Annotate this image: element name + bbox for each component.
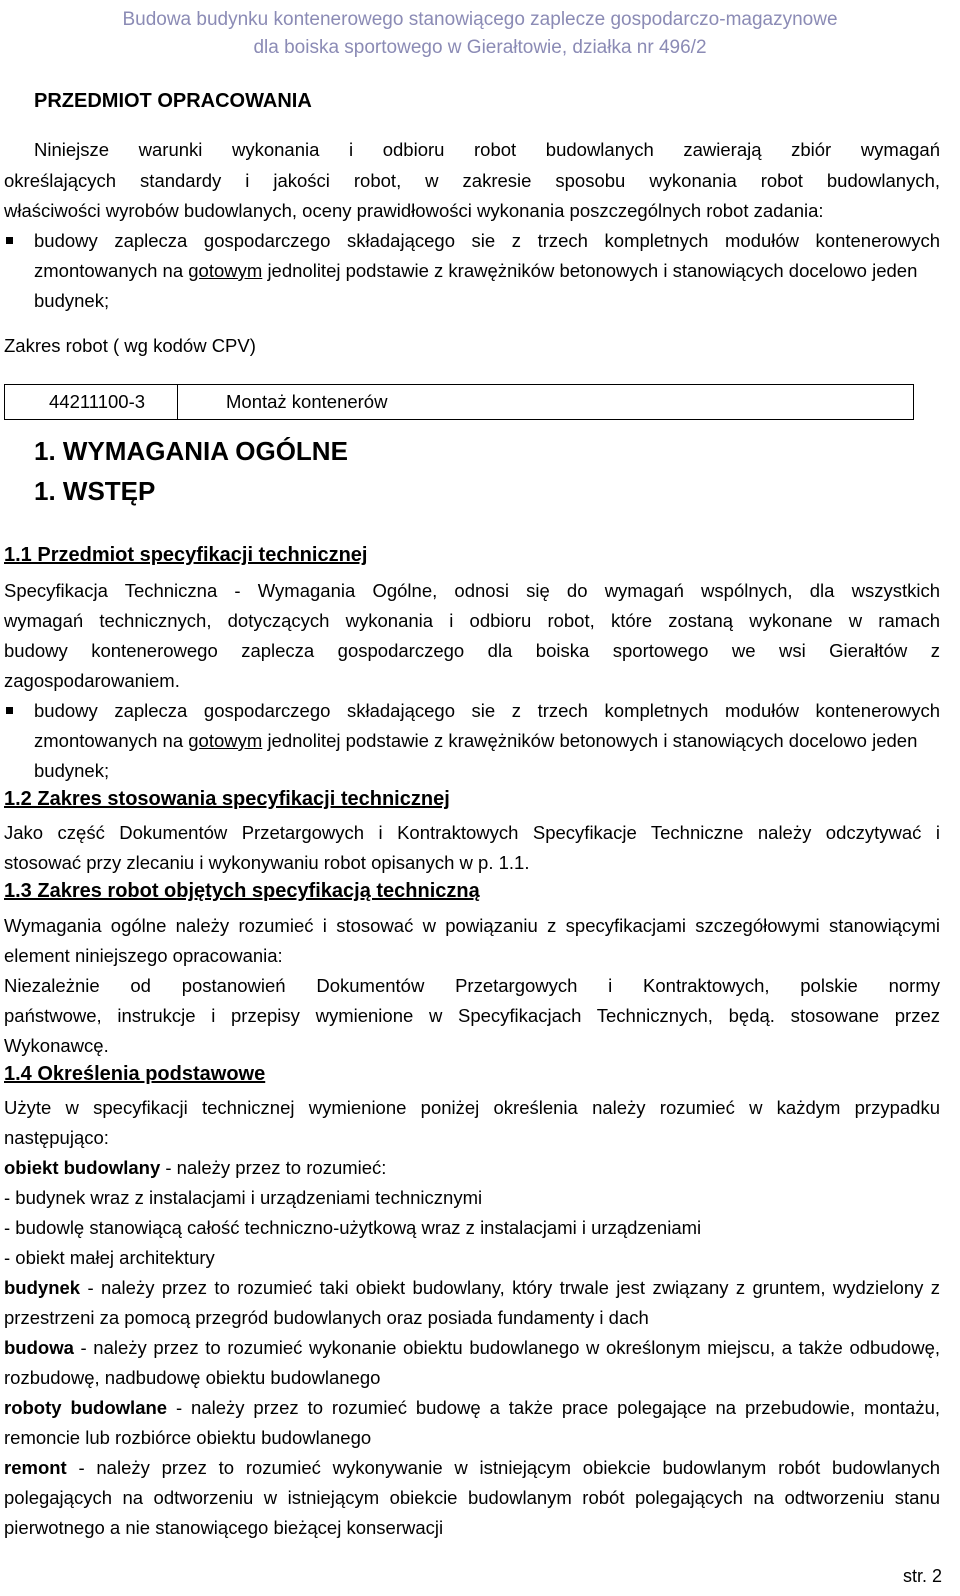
page-number: str. 2: [902, 1566, 942, 1586]
section-title: PRZEDMIOT OPRACOWANIA: [34, 90, 312, 112]
definition-term: roboty budowlane: [4, 1397, 168, 1418]
s11-line-4: zagospodarowaniem.: [4, 670, 180, 691]
s14-line-2: następująco:: [4, 1127, 109, 1148]
s12-line-2: stosować przy zlecaniu i wykonywaniu robot opisanych w p. 1.1.: [4, 852, 530, 873]
s11-line-1: Specyfikacja Techniczna - Wymagania Ogólne, odnosi się do wymagań wspólnych, dla wszystkich: [4, 580, 940, 601]
underlined-word: gotowym: [188, 730, 263, 751]
definition-budowa-cont: rozbudowę, nadbudowę obiektu budowlanego: [4, 1367, 381, 1388]
text-span: zmontowanych na: [34, 730, 184, 751]
cpv-code-cell: 44211100-3: [5, 385, 178, 419]
s12-line-1: Jako część Dokumentów Przetargowych i Kontraktowych Specyfikacje Techniczne należy odczytywać i: [4, 822, 940, 843]
s11-bullet-line-1: budowy zaplecza gospodarczego składającego sie z trzech kompletnych modułów kontenerowych: [34, 700, 940, 721]
cpv-description-cell: Montaż kontenerów: [226, 391, 388, 412]
definition-obiekt-budowlany: [4, 1155, 386, 1181]
running-header: [0, 6, 960, 62]
heading-1-2: 1.2 Zakres stosowania specyfikacji technicznej: [4, 788, 450, 810]
s13-line-5: Wykonawcę.: [4, 1035, 109, 1056]
definition-term: budynek: [4, 1277, 81, 1298]
s13-line-2: element niniejszego opracowania:: [4, 945, 283, 966]
bullet-marker: [6, 237, 13, 244]
definition-item: - budynek wraz z instalacjami i urządzeniami technicznymi: [4, 1187, 483, 1208]
s11-line-3: budowy kontenerowego zaplecza gospodarczego dla boiska sportowego we wsi Gierałtów z: [4, 640, 940, 661]
bullet-marker: [6, 707, 13, 714]
definition-term: obiekt budowlany: [4, 1157, 161, 1178]
definition-remont: [4, 1455, 940, 1481]
header-line-1: Budowa budynku kontenerowego stanowiącego zaplecze gospodarczo-magazynowe: [122, 9, 838, 30]
definition-text: - należy przez to rozumieć:: [160, 1157, 387, 1178]
s13-line-1: Wymagania ogólne należy rozumieć i stosować w powiązaniu z specyfikacjami szczegółowymi stanowiącymi: [4, 915, 940, 936]
heading-introduction: 1. WSTĘP: [34, 476, 156, 506]
heading-general-requirements: 1. WYMAGANIA OGÓLNE: [34, 436, 348, 466]
definition-term: budowa: [4, 1337, 74, 1358]
definition-remont-cont-2: pierwotnego a nie stanowiącego bieżącej konserwacji: [4, 1517, 444, 1538]
definition-remont-cont: polegających na odtworzeniu w istniejącym obiekcie budowlanym robót polegających na odtworzeniu stanu: [4, 1487, 940, 1508]
definition-text: - należy przez to rozumieć wykonanie obiektu budowlanego w określonym miejscu, a także odbudowę,: [73, 1337, 940, 1358]
cpv-table: [4, 384, 914, 420]
intro-line-1: Niniejsze warunki wykonania i odbioru robot budowlanych zawierają zbiór wymagań: [34, 139, 940, 160]
s14-line-1: Użyte w specyfikacji technicznej wymienione poniżej określenia należy rozumieć w każdym przypadku: [4, 1097, 940, 1118]
definition-item: - budowlę stanowiącą całość techniczno-użytkową wraz z instalacjami i urządzeniami: [4, 1217, 702, 1238]
definition-roboty-budowlane: [4, 1395, 940, 1421]
definition-budynek-cont: przestrzeni za pomocą przegród budowlanych oraz posiada fundamenty i dach: [4, 1307, 649, 1328]
text-span: jednolitej podstawie z krawężników betonowych i stanowiących docelowo jeden: [267, 260, 918, 281]
s11-line-2: wymagań technicznych, dotyczących wykonania i odbioru robot, które zostaną wykonane w ramach: [4, 610, 940, 631]
s11-bullet-line-3: budynek;: [34, 760, 110, 781]
text-span: jednolitej podstawie z krawężników betonowych i stanowiących docelowo jeden: [267, 730, 918, 751]
definition-text: - należy przez to rozumieć budowę a także prace polegające na przebudowie, montażu,: [167, 1397, 941, 1418]
definition-budowa: [4, 1335, 940, 1361]
intro-line-2: określających standardy i jakości robot, w zakresie sposobu wykonania robot budowlanych,: [4, 170, 940, 191]
intro-bullet-line-2: [34, 258, 917, 284]
intro-bullet-line-3: budynek;: [34, 290, 110, 311]
cpv-scope-label: Zakres robot ( wg kodów CPV): [4, 335, 256, 356]
heading-1-3: 1.3 Zakres robot objętych specyfikacją techniczną: [4, 880, 480, 902]
header-line-2: dla boiska sportowego w Gierałtowie, działka nr 496/2: [253, 37, 707, 58]
s13-line-3: Niezależnie od postanowień Dokumentów Przetargowych i Kontraktowych, polskie normy: [4, 975, 940, 996]
text-span: zmontowanych na: [34, 260, 184, 281]
intro-bullet-line-1: budowy zaplecza gospodarczego składającego sie z trzech kompletnych modułów kontenerowych: [34, 230, 940, 251]
definition-budynek: [4, 1275, 940, 1301]
definition-term: remont: [4, 1457, 67, 1478]
s13-line-4: państwowe, instrukcje i przepisy wymienione w Specyfikacjach Technicznych, będą. stosowane przez: [4, 1005, 940, 1026]
definition-roboty-cont: remoncie lub rozbiórce obiektu budowlanego: [4, 1427, 372, 1448]
heading-1-1: 1.1 Przedmiot specyfikacji technicznej: [4, 544, 368, 566]
definition-text: - należy przez to rozumieć taki obiekt budowlany, który trwale jest związany z gruntem, wydzielony z: [80, 1277, 940, 1298]
underlined-word: gotowym: [188, 260, 263, 281]
intro-line-3: właściwości wyrobów budowlanych, oceny prawidłowości wykonania poszczególnych robot zadania:: [4, 200, 824, 221]
heading-1-4: 1.4 Określenia podstawowe: [4, 1063, 266, 1085]
s11-bullet-line-2: [34, 728, 917, 754]
definition-item: - obiekt małej architektury: [4, 1247, 215, 1268]
definition-text: - należy przez to rozumieć wykonywanie w istniejącym obiekcie budowlanym robót budowlanych: [66, 1457, 940, 1478]
